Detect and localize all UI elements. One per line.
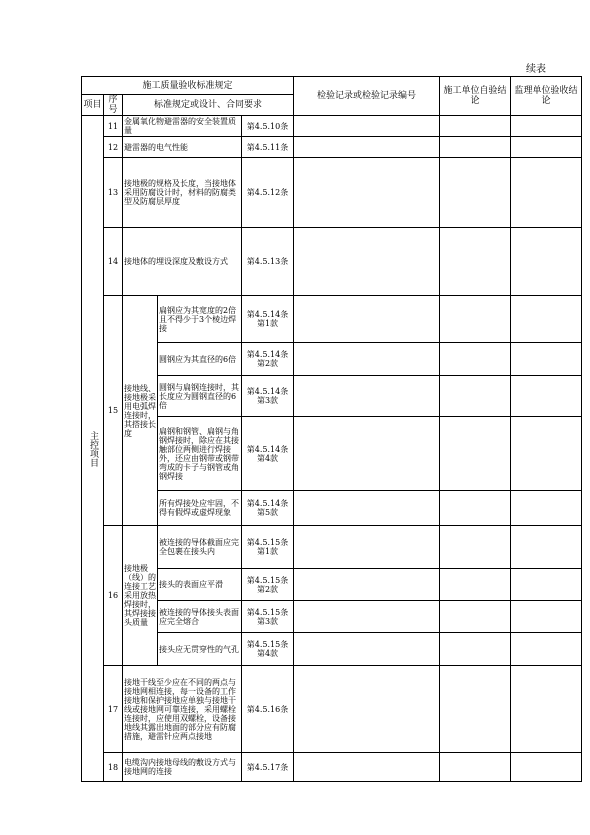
constructor-cell[interactable] xyxy=(440,633,511,666)
record-cell[interactable] xyxy=(294,137,440,158)
supervisor-cell[interactable] xyxy=(511,666,582,753)
row-number: 13 xyxy=(104,158,123,228)
supervisor-cell[interactable] xyxy=(511,228,582,296)
requirement-text: 接地极的规格及长度，当接地体采用防腐设计时，材料的防腐类型及防腐层厚度 xyxy=(123,158,242,228)
record-cell[interactable] xyxy=(294,417,440,491)
clause-ref: 第4.5.15条第1款 xyxy=(242,526,294,569)
constructor-cell[interactable] xyxy=(440,296,511,343)
acceptance-table xyxy=(81,76,582,782)
requirement-text: 接地极（线）的连接工艺采用放热焊接时，其焊接接头质量 xyxy=(123,526,158,666)
record-cell[interactable] xyxy=(294,526,440,569)
constructor-cell[interactable] xyxy=(440,376,511,417)
record-cell[interactable] xyxy=(294,228,440,296)
supervisor-cell[interactable] xyxy=(511,633,582,666)
constructor-cell[interactable] xyxy=(440,116,511,137)
clause-ref: 第4.5.14条第5款 xyxy=(242,491,294,526)
supervisor-cell[interactable] xyxy=(511,343,582,376)
header-requirement: 标准规定或设计、合同要求 xyxy=(123,95,294,116)
sub-requirement: 接头应无贯穿性的气孔 xyxy=(158,633,242,666)
constructor-cell[interactable] xyxy=(440,228,511,296)
row-number: 11 xyxy=(104,116,123,137)
supervisor-cell[interactable] xyxy=(511,491,582,526)
sub-requirement: 扁钢应为其宽度的2倍且不得少于3个棱边焊接 xyxy=(158,296,242,343)
row-number: 14 xyxy=(104,228,123,296)
row-number: 12 xyxy=(104,137,123,158)
constructor-cell[interactable] xyxy=(440,158,511,228)
record-cell[interactable] xyxy=(294,753,440,782)
constructor-cell[interactable] xyxy=(440,666,511,753)
sub-requirement: 接头的表面应平滑 xyxy=(158,569,242,601)
header-record: 检验记录或检验记录编号 xyxy=(294,77,440,116)
clause-ref: 第4.5.15条第2款 xyxy=(242,569,294,601)
constructor-cell[interactable] xyxy=(440,417,511,491)
clause-ref: 第4.5.14条第1款 xyxy=(242,296,294,343)
row-number: 15 xyxy=(104,296,123,526)
header-seq: 序号 xyxy=(104,95,123,116)
constructor-cell[interactable] xyxy=(440,526,511,569)
sub-requirement: 被连接的导体接头表面应完全熔合 xyxy=(158,601,242,633)
group-label: 主控项目 xyxy=(88,430,98,467)
header-supervisor: 监理单位验收结论 xyxy=(511,77,582,116)
sub-requirement: 所有焊接处应牢固，不得有假焊或虚焊现象 xyxy=(158,491,242,526)
supervisor-cell[interactable] xyxy=(511,601,582,633)
clause-ref: 第4.5.17条 xyxy=(242,753,294,782)
record-cell[interactable] xyxy=(294,601,440,633)
sub-requirement: 被连接的导体截面应完全包裹在接头内 xyxy=(158,526,242,569)
constructor-cell[interactable] xyxy=(440,491,511,526)
supervisor-cell[interactable] xyxy=(511,569,582,601)
header-item: 项目 xyxy=(82,95,104,116)
clause-ref: 第4.5.15条第3款 xyxy=(242,601,294,633)
sub-requirement: 扁钢和钢管、扁钢与角钢焊接时，除应在其接触部位两侧进行焊接外，还应由钢带或钢带弯成的卡子与钢管或角钢焊接 xyxy=(158,417,242,491)
record-cell[interactable] xyxy=(294,296,440,343)
clause-ref: 第4.5.11条 xyxy=(242,137,294,158)
constructor-cell[interactable] xyxy=(440,601,511,633)
group-cell xyxy=(82,116,104,782)
row-number: 18 xyxy=(104,753,123,782)
supervisor-cell[interactable] xyxy=(511,753,582,782)
header-standard: 施工质量验收标准规定 xyxy=(82,77,294,95)
supervisor-cell[interactable] xyxy=(511,137,582,158)
record-cell[interactable] xyxy=(294,158,440,228)
record-cell[interactable] xyxy=(294,491,440,526)
clause-ref: 第4.5.14条第3款 xyxy=(242,376,294,417)
record-cell[interactable] xyxy=(294,569,440,601)
requirement-text: 接地体的埋设深度及敷设方式 xyxy=(123,228,242,296)
record-cell[interactable] xyxy=(294,666,440,753)
sub-requirement: 圆钢应为其直径的6倍 xyxy=(158,343,242,376)
clause-ref: 第4.5.13条 xyxy=(242,228,294,296)
sub-requirement: 圆钢与扁钢连接时，其长度应为圆钢直径的6倍 xyxy=(158,376,242,417)
continued-label: 续表 xyxy=(526,64,546,75)
constructor-cell[interactable] xyxy=(440,753,511,782)
supervisor-cell[interactable] xyxy=(511,376,582,417)
supervisor-cell[interactable] xyxy=(511,116,582,137)
record-cell[interactable] xyxy=(294,376,440,417)
clause-ref: 第4.5.12条 xyxy=(242,158,294,228)
row-number: 16 xyxy=(104,526,123,666)
requirement-text: 接地线、接地极采用电弧焊连接时，其搭接长度 xyxy=(123,296,158,526)
supervisor-cell[interactable] xyxy=(511,526,582,569)
header-constructor: 施工单位自验结论 xyxy=(440,77,511,116)
requirement-text: 金属氧化物避雷器的安全装置质量 xyxy=(123,116,242,137)
clause-ref: 第4.5.14条第4款 xyxy=(242,417,294,491)
record-cell[interactable] xyxy=(294,633,440,666)
supervisor-cell[interactable] xyxy=(511,417,582,491)
clause-ref: 第4.5.15条第4款 xyxy=(242,633,294,666)
constructor-cell[interactable] xyxy=(440,343,511,376)
supervisor-cell[interactable] xyxy=(511,296,582,343)
constructor-cell[interactable] xyxy=(440,137,511,158)
requirement-text: 接地干线至少应在不同的两点与接地网相连接，每一设备的工作接地和保护接地应单独与接地干线或接地网可靠连接，采用螺栓连接时，应使用双螺栓，设备接地线其露出地面的部分应有防腐措施，避雷针应两点接地 xyxy=(123,666,242,753)
requirement-text: 电缆沟内接地母线的敷设方式与接地网的连接 xyxy=(123,753,242,782)
supervisor-cell[interactable] xyxy=(511,158,582,228)
requirement-text: 避雷器的电气性能 xyxy=(123,137,242,158)
record-cell[interactable] xyxy=(294,116,440,137)
clause-ref: 第4.5.10条 xyxy=(242,116,294,137)
constructor-cell[interactable] xyxy=(440,569,511,601)
clause-ref: 第4.5.16条 xyxy=(242,666,294,753)
record-cell[interactable] xyxy=(294,343,440,376)
clause-ref: 第4.5.14条第2款 xyxy=(242,343,294,376)
row-number: 17 xyxy=(104,666,123,753)
